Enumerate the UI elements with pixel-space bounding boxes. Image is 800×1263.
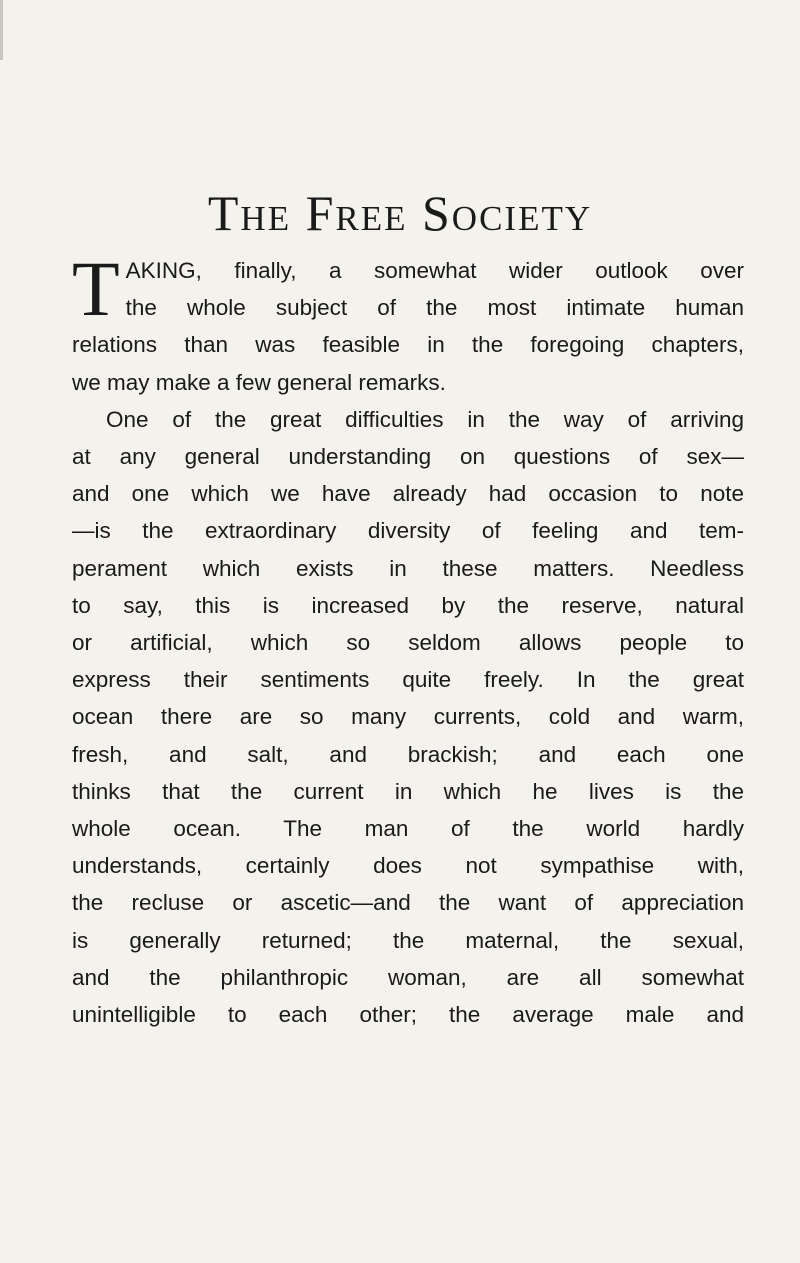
text-line: relations than was feasible in the foregoing chapters, <box>72 332 744 358</box>
text-line: and the philanthropic woman, are all somewhat <box>72 964 744 990</box>
paragraph-1 <box>72 245 744 401</box>
text-line: fresh, and salt, and brackish; and each one <box>72 741 744 767</box>
text-line: —is the extraordinary diversity of feeling and tem- <box>72 518 744 544</box>
text-line: unintelligible to each other; the average male and <box>72 1002 744 1028</box>
text-line: AKING, finally, a somewhat wider outlook over <box>125 258 744 283</box>
page-edge-mark <box>0 0 3 60</box>
text-line: perament which exists in these matters. Needless <box>72 555 744 581</box>
text-line: and one which we have already had occasion to note <box>72 481 744 507</box>
text-line: whole ocean. The man of the world hardly <box>72 816 744 842</box>
text-line: the recluse or ascetic—and the want of appreciation <box>72 890 744 916</box>
text-line: thinks that the current in which he lives is the <box>72 778 744 804</box>
chapter-title: The Free Society <box>207 185 593 241</box>
text-line: or artificial, which so seldom allows people to <box>72 630 744 656</box>
text-line: understands, certainly does not sympathise with, <box>72 853 744 879</box>
text-line: ocean there are so many currents, cold and warm, <box>72 704 744 730</box>
text-line: we may make a few general remarks. <box>72 369 446 395</box>
text-line: express their sentiments quite freely. In the great <box>72 667 744 693</box>
text-line: the whole subject of the most intimate human <box>125 295 744 321</box>
drop-cap: T <box>72 245 120 332</box>
text-line: One of the great difficulties in the way of arriving <box>106 406 744 432</box>
body-text <box>72 245 744 1033</box>
text-line: to say, this is increased by the reserve, natural <box>72 592 744 618</box>
text-line: is generally returned; the maternal, the sexual, <box>72 927 744 953</box>
paragraph-2 <box>72 401 744 1033</box>
text-line: at any general understanding on questions of sex— <box>72 444 744 470</box>
